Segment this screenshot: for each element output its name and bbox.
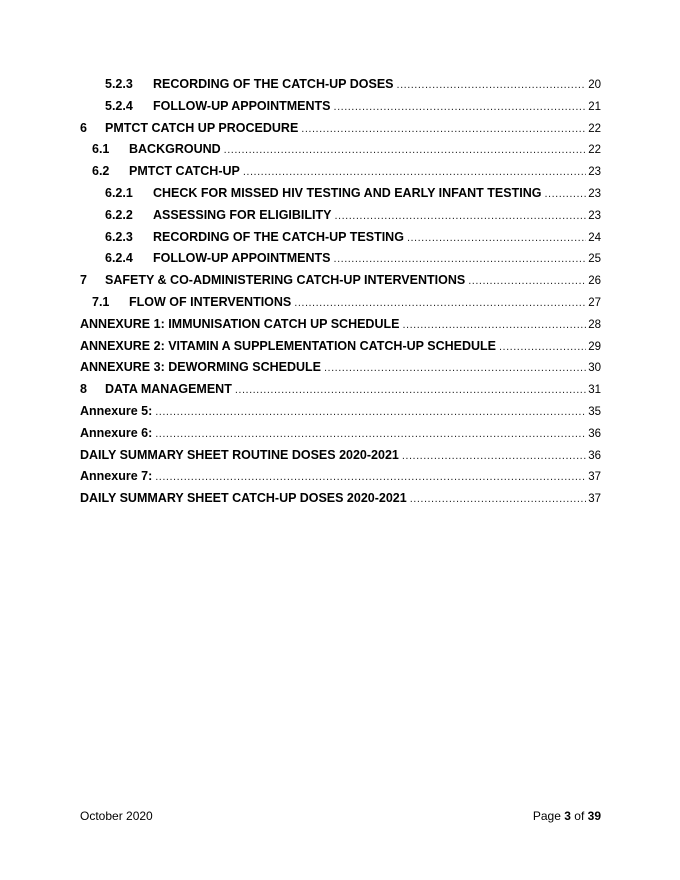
toc-entry[interactable] [80, 164, 601, 186]
toc-dot-leader [155, 471, 586, 483]
toc-entry-title: DAILY SUMMARY SHEET ROUTINE DOSES 2020-2021 [80, 447, 399, 462]
toc-entry-title: Annexure 6: [80, 425, 153, 440]
toc-entry[interactable] [80, 121, 601, 143]
toc-entry-page: 31 [588, 384, 601, 397]
toc-entry-page: 26 [588, 275, 601, 288]
toc-entry[interactable] [80, 382, 601, 404]
toc-entry-title: ANNEXURE 3: DEWORMING SCHEDULE [80, 360, 321, 375]
toc-entry-number: 6.2 [92, 164, 110, 179]
toc-entry-page: 24 [588, 231, 601, 244]
toc-entry-page: 29 [588, 340, 601, 353]
toc-entry-page: 23 [588, 166, 601, 179]
toc-entry-title: RECORDING OF THE CATCH-UP DOSES [153, 77, 394, 91]
toc-entry-title: Annexure 5: [80, 403, 153, 418]
page-label: Page [532, 809, 561, 823]
toc-entry-title: FLOW OF INTERVENTIONS [129, 294, 292, 309]
toc-entry-title: ASSESSING FOR ELIGIBILITY [153, 207, 332, 222]
toc-entry-page: 22 [588, 144, 601, 157]
toc-entry-number: 5.2.3 [105, 77, 133, 91]
toc-entry-number: 8 [80, 382, 87, 397]
toc-entry-title: ANNEXURE 1: IMMUNISATION CATCH UP SCHEDULE [80, 316, 400, 331]
toc-entry[interactable] [80, 339, 601, 361]
toc-entry[interactable] [80, 295, 601, 317]
toc-dot-leader [335, 210, 587, 222]
toc-dot-leader [243, 166, 586, 178]
table-of-contents [80, 77, 601, 513]
toc-dot-leader [407, 232, 586, 244]
toc-entry[interactable] [80, 251, 601, 273]
toc-entry-page: 23 [588, 187, 601, 200]
toc-entry-page: 35 [588, 405, 601, 418]
toc-entry[interactable] [80, 273, 601, 295]
toc-entry-number: 7 [80, 273, 87, 288]
toc-entry-page: 37 [588, 471, 601, 484]
toc-entry-title: PMTCT CATCH UP PROCEDURE [105, 120, 299, 135]
toc-entry-page: 27 [588, 296, 601, 309]
current-page: 3 [564, 809, 571, 823]
toc-dot-leader [155, 406, 586, 418]
toc-entry-page: 21 [588, 100, 601, 113]
toc-entry-number: 6.2.1 [105, 185, 133, 200]
toc-dot-leader [155, 428, 586, 440]
toc-entry-number: 6.2.4 [105, 251, 133, 266]
toc-entry[interactable] [80, 230, 601, 252]
toc-dot-leader [499, 341, 586, 353]
toc-dot-leader [324, 362, 586, 374]
page-of-label: of [574, 809, 585, 823]
toc-entry-title: Annexure 7: [80, 469, 153, 484]
toc-entry-page: 36 [588, 427, 601, 440]
toc-entry-page: 36 [588, 449, 601, 462]
toc-dot-leader [544, 188, 586, 200]
toc-entry[interactable] [80, 448, 601, 470]
toc-dot-leader [334, 253, 587, 265]
toc-entry-number: 6.2.3 [105, 229, 133, 244]
toc-dot-leader [468, 275, 586, 287]
toc-entry-page: 37 [588, 493, 601, 506]
page-footer [80, 809, 601, 823]
toc-entry-title: PMTCT CATCH-UP [129, 164, 240, 179]
toc-entry[interactable] [80, 426, 601, 448]
toc-entry-page: 23 [588, 209, 601, 222]
toc-entry[interactable] [80, 404, 601, 426]
toc-dot-leader [301, 123, 586, 135]
toc-dot-leader [397, 79, 587, 91]
toc-entry-title: FOLLOW-UP APPOINTMENTS [153, 98, 331, 113]
toc-entry-title: CHECK FOR MISSED HIV TESTING AND EARLY INFANT TESTING [153, 185, 542, 200]
toc-dot-leader [402, 450, 586, 462]
toc-entry[interactable] [80, 186, 601, 208]
toc-entry-number: 5.2.4 [105, 98, 133, 113]
toc-entry-title: ANNEXURE 2: VITAMIN A SUPPLEMENTATION CATCH-UP SCHEDULE [80, 338, 496, 353]
toc-entry[interactable] [80, 491, 601, 513]
footer-date: October 2020 [80, 809, 153, 823]
toc-entry-number: 6 [80, 120, 87, 135]
toc-entry-title: RECORDING OF THE CATCH-UP TESTING [153, 229, 404, 244]
toc-entry-title: DAILY SUMMARY SHEET CATCH-UP DOSES 2020-2021 [80, 491, 407, 506]
toc-entry-page: 22 [588, 122, 601, 135]
toc-entry[interactable] [80, 208, 601, 230]
toc-entry-number: 7.1 [92, 294, 110, 309]
toc-entry-number: 6.1 [92, 142, 110, 157]
toc-dot-leader [410, 493, 586, 505]
toc-dot-leader [294, 297, 586, 309]
toc-entry-title: DATA MANAGEMENT [105, 382, 232, 397]
toc-entry-number: 6.2.2 [105, 207, 133, 222]
toc-dot-leader [334, 101, 587, 113]
toc-entry[interactable] [80, 360, 601, 382]
footer-page-number [533, 809, 601, 823]
toc-entry[interactable] [80, 469, 601, 491]
toc-entry-title: FOLLOW-UP APPOINTMENTS [153, 251, 331, 266]
toc-entry[interactable] [80, 77, 601, 99]
toc-dot-leader [235, 384, 586, 396]
toc-entry-page: 30 [588, 362, 601, 375]
toc-entry-page: 25 [588, 253, 601, 266]
toc-entry[interactable] [80, 99, 601, 121]
toc-entry-page: 20 [588, 79, 601, 91]
toc-entry[interactable] [80, 317, 601, 339]
toc-dot-leader [402, 319, 586, 331]
toc-entry-title: SAFETY & CO-ADMINISTERING CATCH-UP INTERVENTIONS [105, 273, 466, 288]
total-pages: 39 [587, 809, 601, 823]
toc-entry-page: 28 [588, 318, 601, 331]
toc-entry-title: BACKGROUND [129, 142, 221, 157]
toc-dot-leader [224, 144, 587, 156]
toc-entry[interactable] [80, 142, 601, 164]
